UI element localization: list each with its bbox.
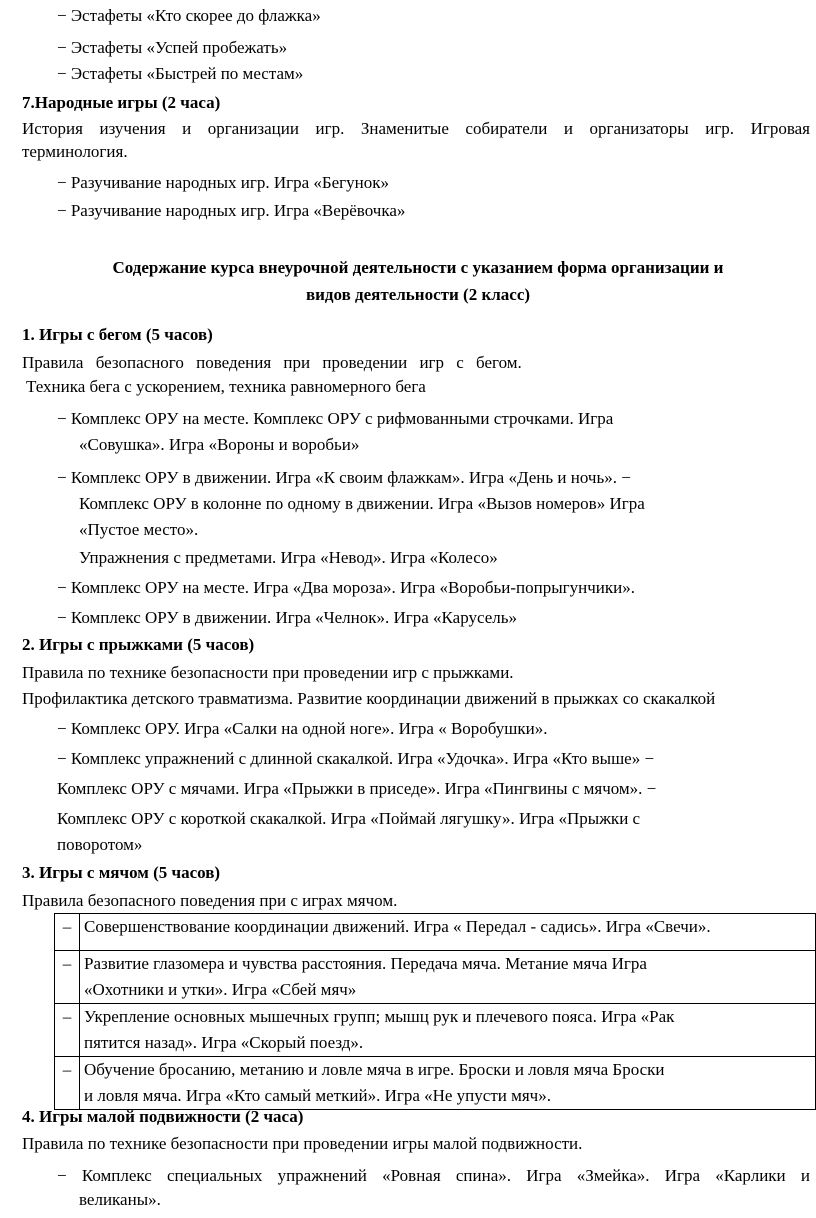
cell-line: Укрепление основных мышечных групп; мышц рук и плечевого пояса. Игра «Рак [84, 1007, 675, 1026]
table-cell [80, 1057, 816, 1110]
table-row [55, 951, 816, 1004]
list-item: − Комплекс ОРУ. Игра «Салки на одной ноге». Игра « Воробушки». [57, 719, 548, 738]
list-item: великаны». [79, 1190, 161, 1209]
paragraph-line: История изучения и организации игр. Знаменитые собиратели и организаторы игр. Игровая [22, 119, 810, 138]
table-cell-dash: – [55, 914, 80, 951]
table-row [55, 1057, 816, 1110]
paragraph-line: Профилактика детского травматизма. Развитие координации движений в прыжках со скакалкой [22, 689, 716, 708]
list-item: − Эстафеты «Кто скорее до флажка» [57, 6, 321, 25]
paragraph-line: Правила безопасного поведения при проведении игр с бегом. [22, 353, 522, 372]
list-item: − Комплекс ОРУ на месте. Комплекс ОРУ с рифмованными строчками. Игра [57, 409, 614, 428]
table-row [55, 914, 816, 951]
list-item: − Эстафеты «Успей пробежать» [57, 38, 288, 57]
list-item: Комплекс ОРУ в колонне по одному в движении. Игра «Вызов номеров» Игра [79, 494, 645, 513]
table-cell [80, 1004, 816, 1057]
section-heading-7: 7.Народные игры (2 часа) [22, 93, 221, 112]
list-item: поворотом» [57, 835, 143, 854]
list-item: «Совушка». Игра «Вороны и воробьи» [79, 435, 360, 454]
cell-line: и ловля мяча. Игра «Кто самый меткий». Игра «Не упусти мяч». [84, 1086, 551, 1105]
paragraph-line: терминология. [22, 142, 128, 161]
section-heading-3: 3. Игры с мячом (5 часов) [22, 863, 221, 882]
ball-games-table [54, 913, 816, 1110]
paragraph-line: Правила по технике безопасности при проведении игры малой подвижности. [22, 1134, 583, 1153]
cell-line: Развитие глазомера и чувства расстояния. Передача мяча. Метание мяча Игра [84, 954, 647, 973]
table-row [55, 1004, 816, 1057]
section-heading-1: 1. Игры с бегом (5 часов) [22, 325, 213, 344]
table-cell [80, 951, 816, 1004]
table-cell-dash: – [55, 1004, 80, 1057]
list-item: Упражнения с предметами. Игра «Невод». Игра «Колесо» [79, 548, 498, 567]
list-item: «Пустое место». [79, 520, 199, 539]
list-item: − Комплекс ОРУ на месте. Игра «Два мороза». Игра «Воробьи-попрыгунчики». [57, 578, 635, 597]
cell-line: Обучение бросанию, метанию и ловле мяча в игре. Броски и ловля мяча Броски [84, 1060, 665, 1079]
section-heading-4: 4. Игры малой подвижности (2 часа) [22, 1107, 304, 1126]
paragraph-line: Правила безопасного поведения при с играх мячом. [22, 891, 398, 910]
list-item: − Комплекс специальных упражнений «Ровная спина». Игра «Змейка». Игра «Карлики и [57, 1166, 810, 1185]
list-item: − Комплекс ОРУ в движении. Игра «К своим флажкам». Игра «День и ночь». − [57, 468, 631, 487]
table-cell [80, 914, 816, 951]
list-item: − Эстафеты «Быстрей по местам» [57, 64, 304, 83]
list-item: − Комплекс упражнений с длинной скакалкой. Игра «Удочка». Игра «Кто выше» − [57, 749, 655, 768]
page-title: Содержание курса внеурочной деятельности с указанием форма организации и [112, 258, 724, 277]
list-item: − Разучивание народных игр. Игра «Бегунок» [57, 173, 390, 192]
table-cell-dash: – [55, 951, 80, 1004]
page-title-line2: видов деятельности (2 класс) [305, 285, 531, 304]
list-item: Комплекс ОРУ с короткой скакалкой. Игра «Поймай лягушку». Игра «Прыжки с [57, 809, 641, 828]
table-cell-dash: – [55, 1057, 80, 1110]
paragraph-line: Правила по технике безопасности при проведении игр с прыжками. [22, 663, 514, 682]
section-heading-2: 2. Игры с прыжками (5 часов) [22, 635, 255, 654]
list-item: − Комплекс ОРУ в движении. Игра «Челнок». Игра «Карусель» [57, 608, 518, 627]
cell-line: пятится назад». Игра «Скорый поезд». [84, 1033, 364, 1052]
paragraph-line: Техника бега с ускорением, техника равномерного бега [26, 377, 426, 396]
cell-line: Совершенствование координации движений. Игра « Передал - садись». Игра «Свечи». [84, 917, 711, 936]
list-item: − Разучивание народных игр. Игра «Верёвочка» [57, 201, 406, 220]
cell-line: «Охотники и утки». Игра «Сбей мяч» [84, 980, 357, 999]
list-item: Комплекс ОРУ с мячами. Игра «Прыжки в приседе». Игра «Пингвины с мячом». − [57, 779, 657, 798]
